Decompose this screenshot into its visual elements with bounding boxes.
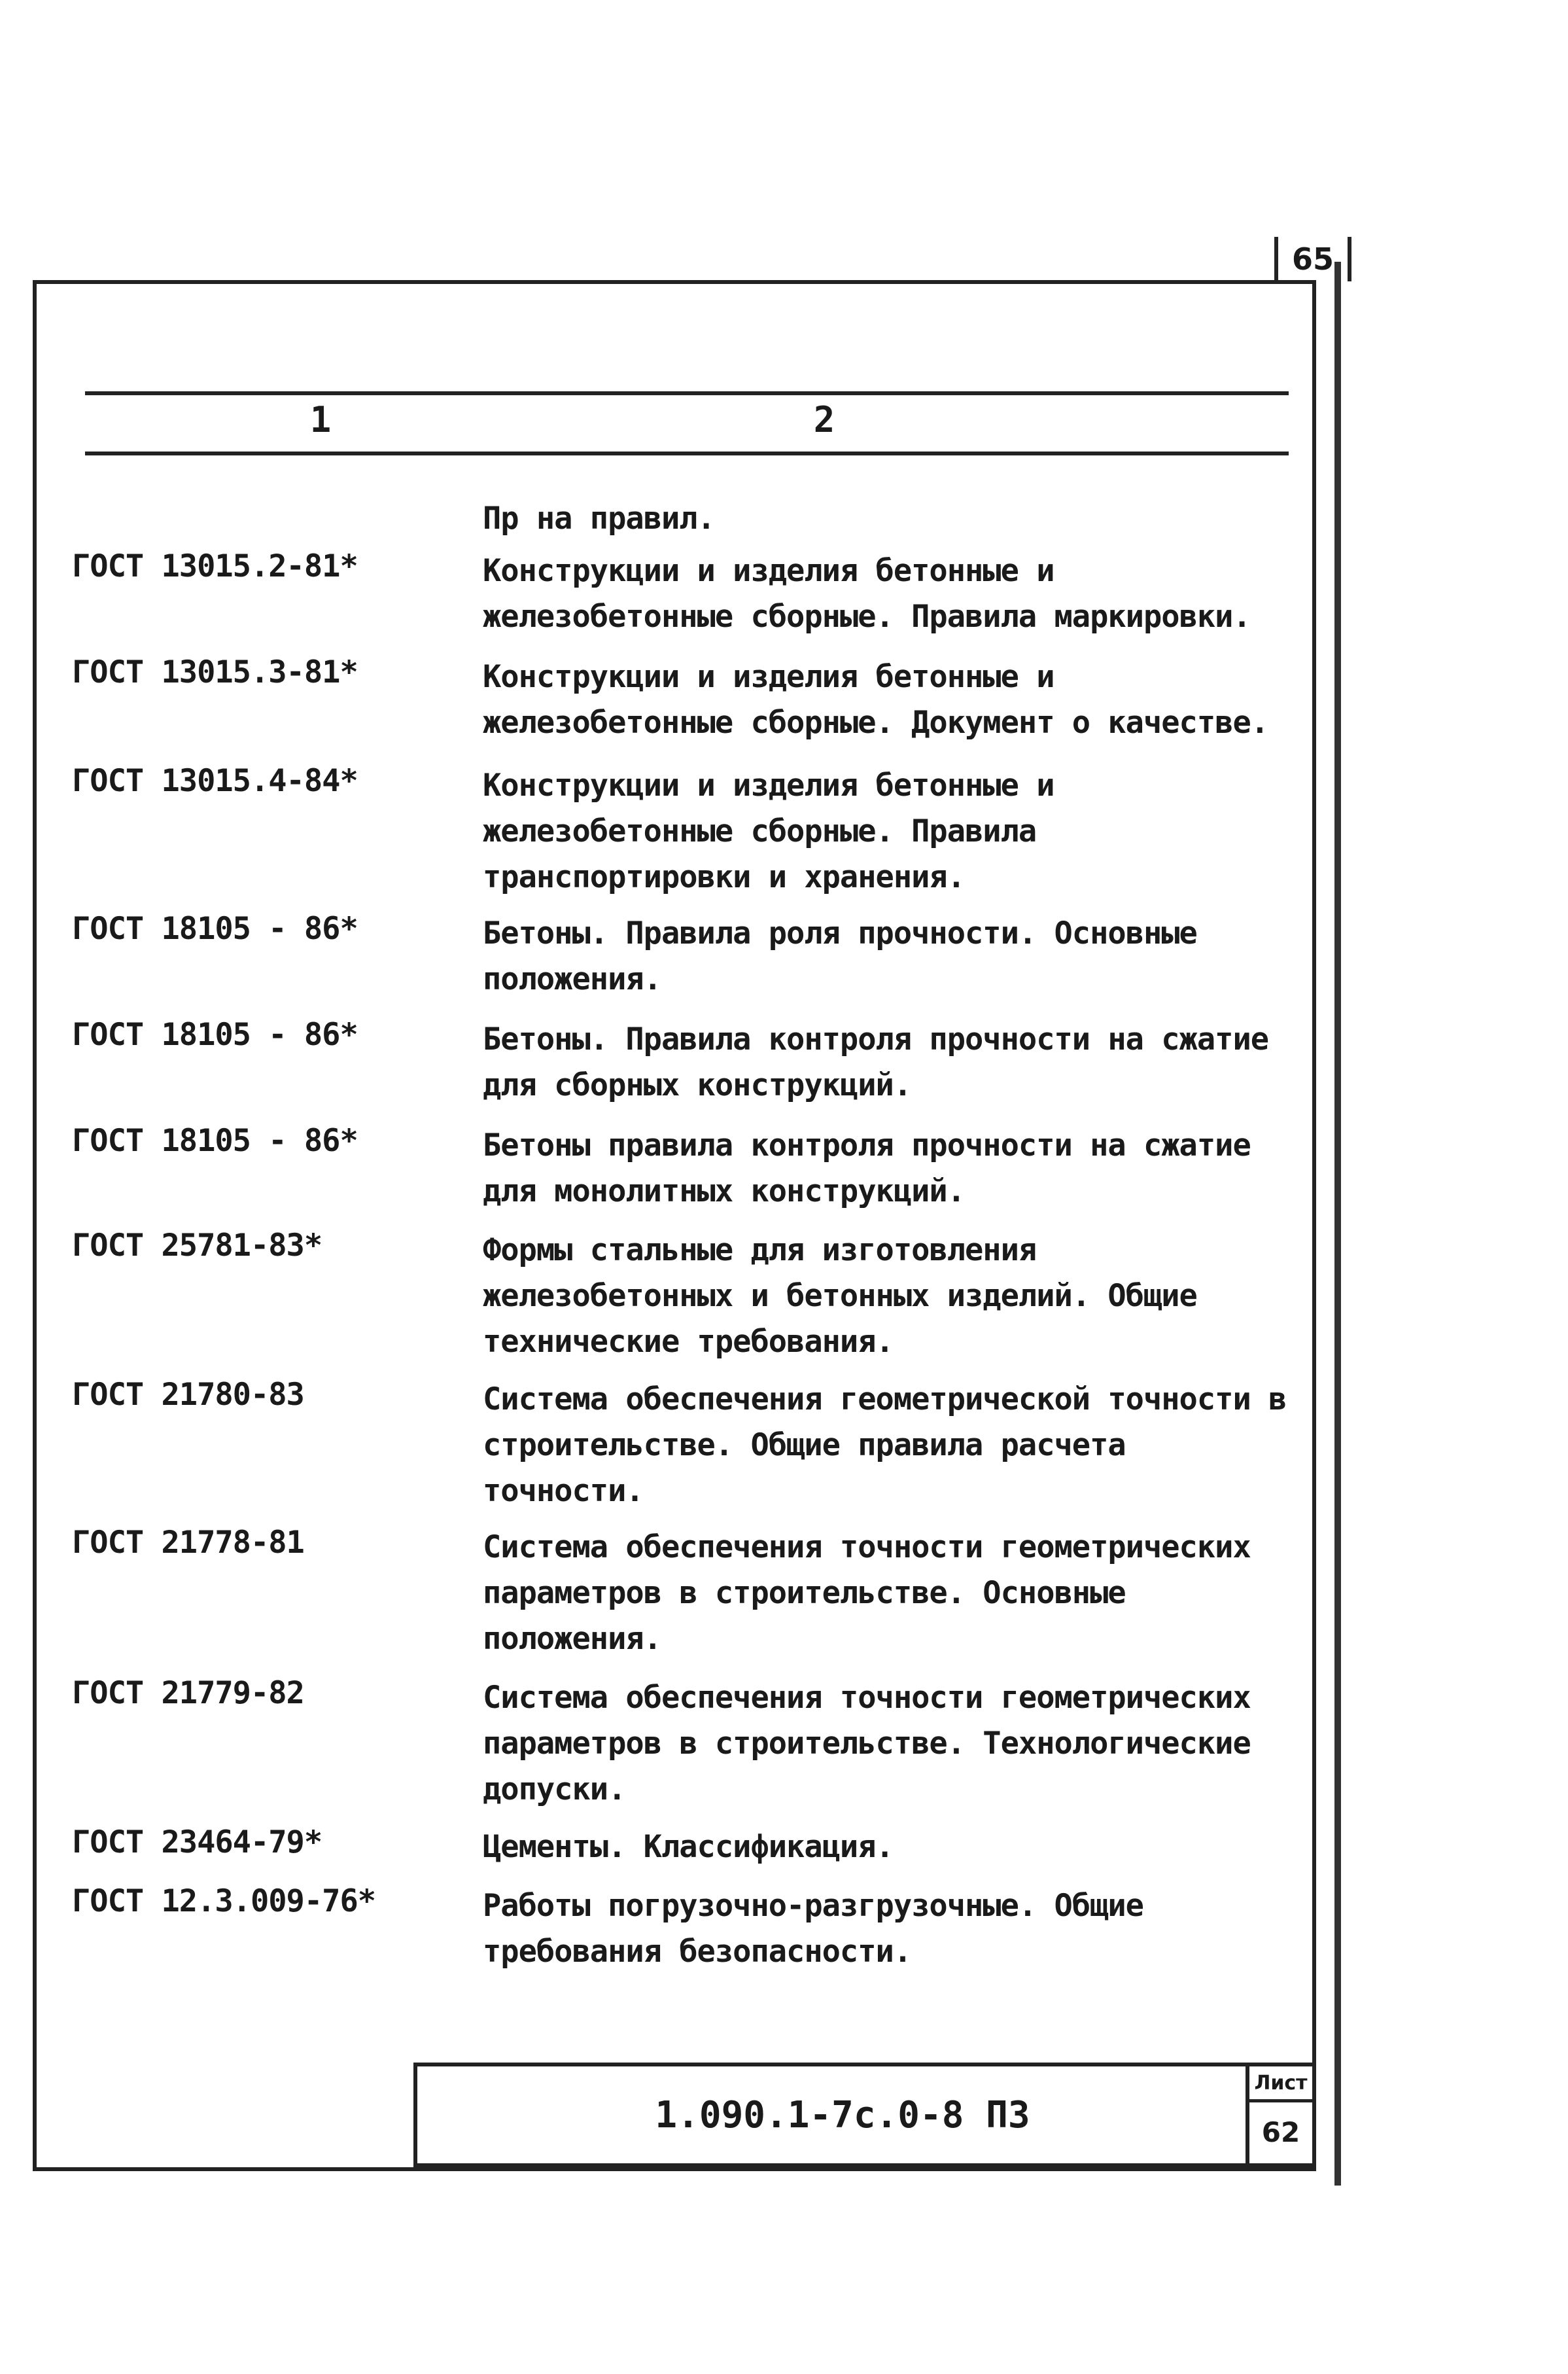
standard-description: Система обеспечения геометрической точности в строительстве. Общие правила расчета точности. bbox=[483, 1381, 1287, 1509]
standard-code: ГОСТ 21778-81 bbox=[72, 1525, 304, 1561]
standard-code: ГОСТ 18105 - 86* bbox=[72, 911, 358, 947]
standard-code: ГОСТ 21779-82 bbox=[72, 1675, 304, 1711]
sheet-label: Лист bbox=[1249, 2066, 1312, 2102]
sheet-box bbox=[1246, 2063, 1316, 2167]
standard-description: Конструкции и изделия бетонные и железобетонные сборные. Правила транспортировки и хранения. bbox=[483, 768, 1054, 895]
standard-code: ГОСТ 18105 - 86* bbox=[72, 1123, 358, 1159]
continuation-text: Пр на правил. bbox=[483, 501, 715, 537]
outer-border-line bbox=[1334, 262, 1341, 2186]
table-header-rule-top bbox=[85, 391, 1289, 395]
standard-description: Формы стальные для изготовления железобетонных и бетонных изделий. Общие технические требования. bbox=[483, 1232, 1197, 1360]
standard-code: ГОСТ 13015.4-84* bbox=[72, 763, 358, 799]
standard-description: Бетоны. Правила контроля прочности на сжатие для сборных конструкций. bbox=[483, 1021, 1269, 1103]
standard-code: ГОСТ 23464-79* bbox=[72, 1824, 322, 1860]
standard-description: Конструкции и изделия бетонные и железобетонные сборные. Правила маркировки. bbox=[483, 553, 1251, 635]
document-code: 1.090.1-7с.0-8 ПЗ bbox=[655, 2093, 1030, 2136]
standard-code: ГОСТ 25781-83* bbox=[72, 1228, 322, 1264]
standard-description: Цементы. Классификация. bbox=[483, 1829, 894, 1865]
sheet-number: 62 bbox=[1261, 2116, 1300, 2148]
standard-description: Система обеспечения точности геометрических параметров в строительстве. Технологические допуски. bbox=[483, 1680, 1251, 1807]
standard-code: ГОСТ 12.3.009-76* bbox=[72, 1883, 376, 1919]
standard-description: Бетоны правила контроля прочности на сжатие для монолитных конструкций. bbox=[483, 1127, 1251, 1209]
standard-description: Бетоны. Правила роля прочности. Основные положения. bbox=[483, 915, 1197, 997]
standard-code: ГОСТ 21780-83 bbox=[72, 1377, 304, 1413]
standard-code: ГОСТ 18105 - 86* bbox=[72, 1017, 358, 1053]
standard-code: ГОСТ 13015.2-81* bbox=[72, 548, 358, 584]
standard-description: Работы погрузочно-разгрузочные. Общие требования безопасности. bbox=[483, 1888, 1143, 1970]
title-block-stamp bbox=[413, 2063, 1316, 2167]
standard-code: ГОСТ 13015.3-81* bbox=[72, 654, 358, 690]
standard-description: Конструкции и изделия бетонные и железобетонные сборные. Документ о качестве. bbox=[483, 659, 1269, 741]
column-header-1: 1 bbox=[309, 399, 332, 440]
standard-description: Система обеспечения точности геометрических параметров в строительстве. Основные положения. bbox=[483, 1529, 1251, 1657]
table-header-rule-bottom bbox=[85, 452, 1289, 455]
page-number: 65 bbox=[1274, 237, 1351, 281]
column-header-2: 2 bbox=[813, 399, 835, 440]
